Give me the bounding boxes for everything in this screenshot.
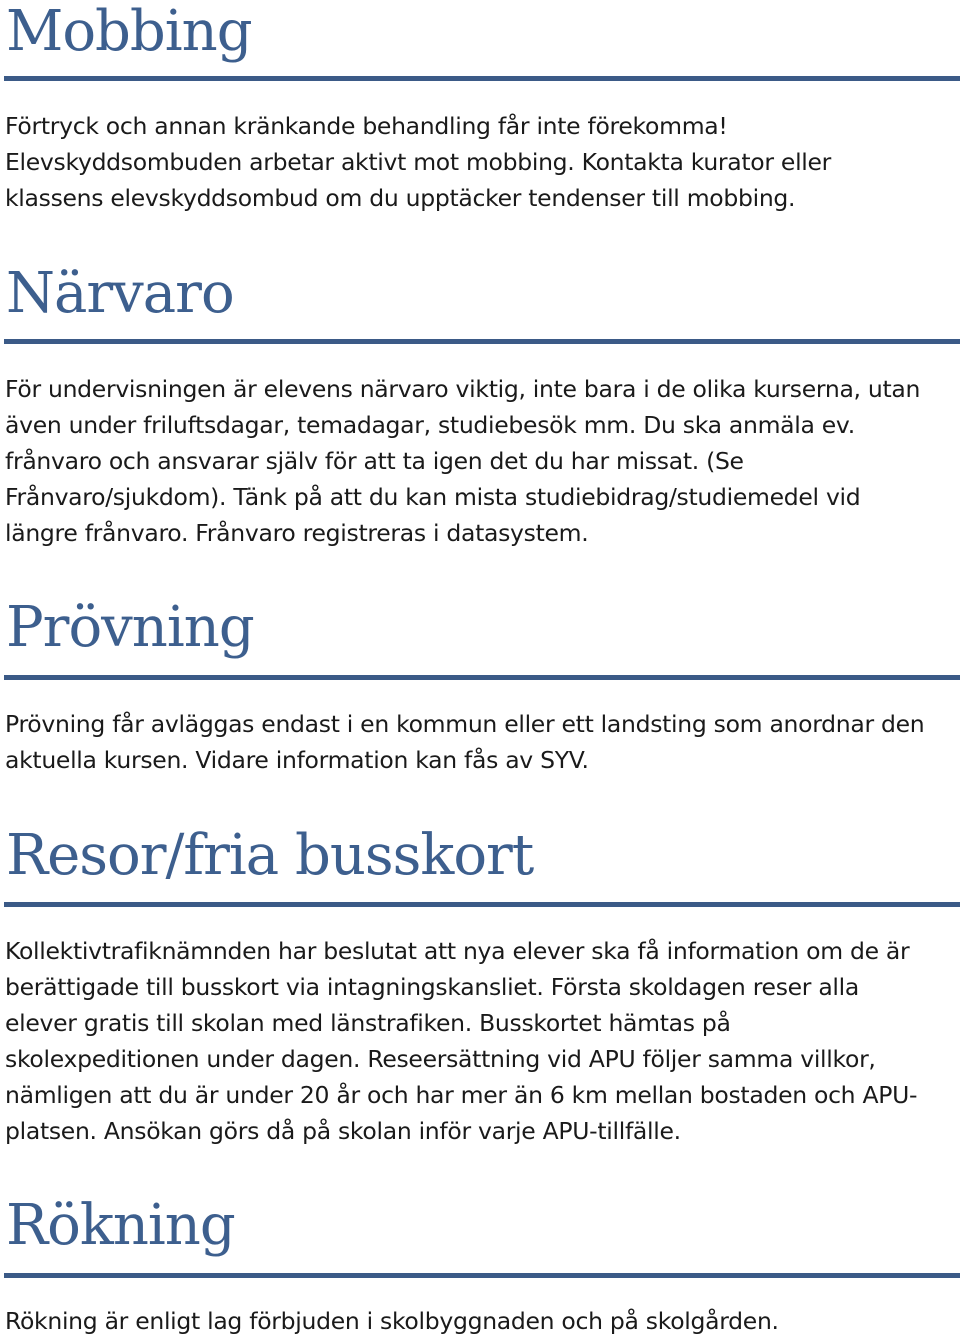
body-line: klassens elevskyddsombud om du upptäcker tendenser till mobbing.	[5, 184, 796, 212]
section-heading: Prövning	[6, 595, 254, 660]
body-line: platsen. Ansökan görs då på skolan inför varje APU-tillfälle.	[5, 1117, 681, 1145]
section-heading: Rökning	[6, 1193, 235, 1258]
section-heading: Närvaro	[6, 261, 234, 326]
body-line: För undervisningen är elevens närvaro viktig, inte bara i de olika kurserna, utan	[5, 375, 921, 403]
section-body	[5, 1303, 955, 1339]
body-line: berättigade till busskort via intagningskansliet. Första skoldagen reser alla	[5, 973, 859, 1001]
body-line: skolexpeditionen under dagen. Reseersättning vid APU följer samma villkor,	[5, 1045, 876, 1073]
section-divider	[4, 1273, 960, 1278]
body-line: aktuella kursen. Vidare information kan fås av SYV.	[5, 746, 589, 774]
section-heading: Resor/fria busskort	[6, 823, 534, 888]
body-line: Elevskyddsombuden arbetar aktivt mot mobbing. Kontakta kurator eller	[5, 148, 832, 176]
section-divider	[4, 339, 960, 344]
body-line: längre frånvaro. Frånvaro registreras i datasystem.	[5, 519, 589, 547]
section-body	[5, 108, 955, 216]
section-divider	[4, 76, 960, 81]
section-body	[5, 933, 955, 1149]
section-heading: Mobbing	[6, 0, 252, 64]
section-body	[5, 706, 955, 778]
section-divider	[4, 902, 960, 907]
body-line: Prövning får avläggas endast i en kommun eller ett landsting som anordnar den	[5, 710, 925, 738]
body-line: även under friluftsdagar, temadagar, studiebesök mm. Du ska anmäla ev.	[5, 411, 855, 439]
body-line: Kollektivtrafiknämnden har beslutat att nya elever ska få information om de är	[5, 937, 910, 965]
body-line: frånvaro och ansvarar själv för att ta igen det du har missat. (Se	[5, 447, 744, 475]
body-line: elever gratis till skolan med länstrafiken. Busskortet hämtas på	[5, 1009, 731, 1037]
section-divider	[4, 675, 960, 680]
body-line: Frånvaro/sjukdom). Tänk på att du kan mista studiebidrag/studiemedel vid	[5, 483, 861, 511]
body-line: Rökning är enligt lag förbjuden i skolbyggnaden och på skolgården.	[5, 1307, 779, 1335]
body-line: Förtryck och annan kränkande behandling får inte förekomma!	[5, 112, 728, 140]
section-body	[5, 371, 955, 551]
body-line: nämligen att du är under 20 år och har mer än 6 km mellan bostaden och APU-	[5, 1081, 918, 1109]
